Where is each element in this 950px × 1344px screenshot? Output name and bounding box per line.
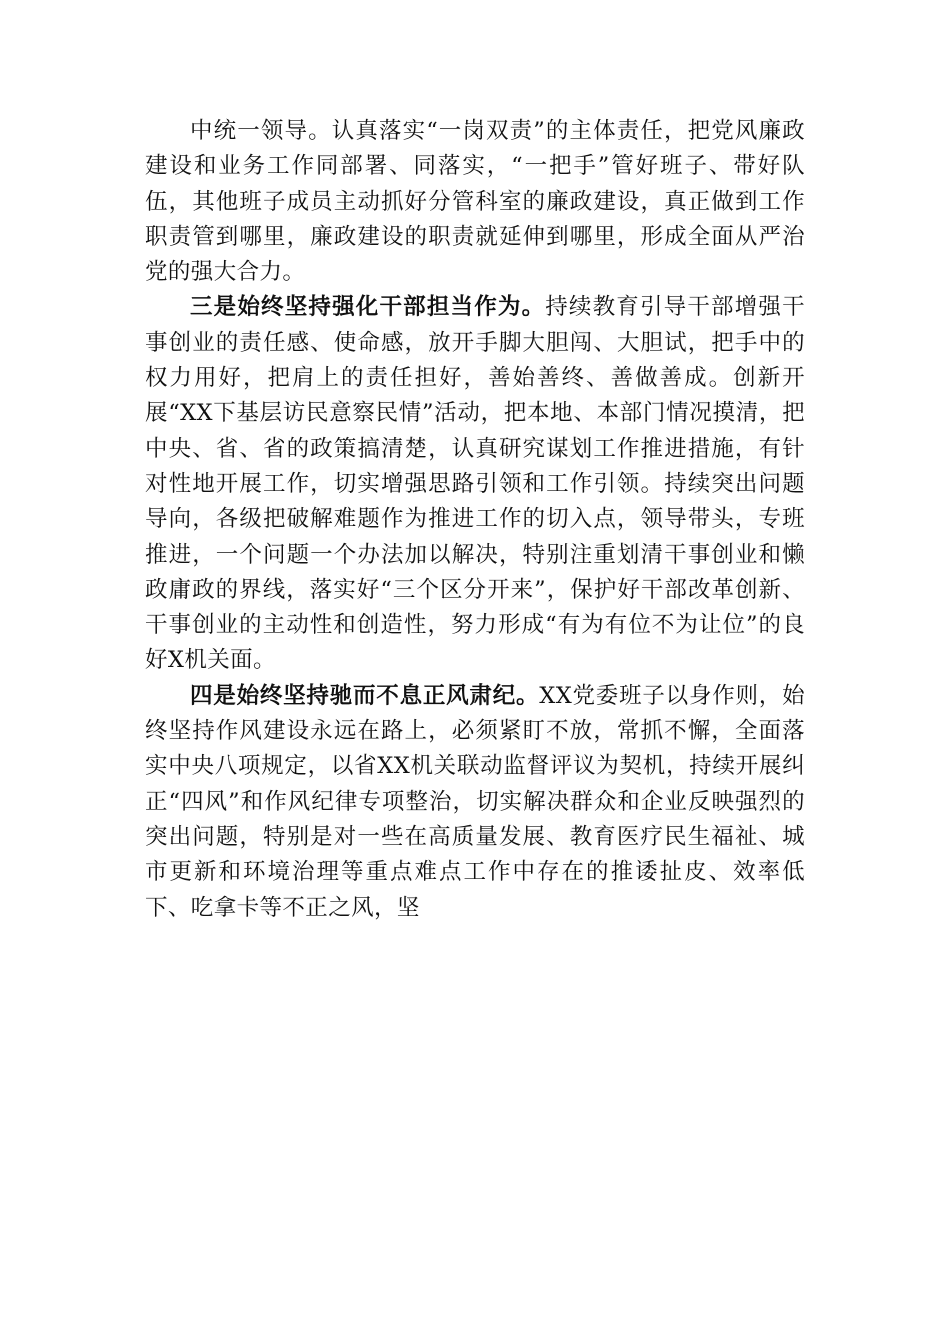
paragraph-2-heading: 三是始终坚持强化干部担当作为。 [190, 294, 546, 321]
paragraph-3-heading: 四是始终坚持驰而不息正风肃纪。 [190, 682, 540, 709]
paragraph-continuation [145, 114, 805, 290]
paragraph-cadre-responsibility [145, 290, 805, 678]
paragraph-discipline [145, 679, 805, 926]
paragraph-1-text: 中统一领导。认真落实“一岗双责”的主体责任，把党风廉政建设和业务工作同部署、同落实，“一把手”管好班子、带好队伍，其他班子成员主动抓好分管科室的廉政建设，真正做到工作职责管到哪里，廉政建设的职责就延伸到哪里，形成全面从严治党的强大合力。 [145, 118, 805, 286]
paragraph-2-text: 持续教育引导干部增强干事创业的责任感、使命感，放开手脚大胆闯、大胆试，把手中的权力用好，把肩上的责任担好，善始善终、善做善成。创新开展“XX下基层访民意察民情”活动，把本地、本部门情况摸清，把中央、省、省的政策搞清楚，认真研究谋划工作推进措施，有针对性地开展工作，切实增强思路引领和工作引领。持续突出问题导向，各级把破解难题作为推进工作的切入点，领导带头，专班推进，一个问题一个办法加以解决，特别注重划清干事创业和懒政庸政的界线，落实好“三个区分开来”，保护好干部改革创新、干事创业的主动性和创造性，努力形成“有为有位不为让位”的良好X机关面。 [145, 294, 805, 674]
paragraph-3-text: XX党委班子以身作则，始终坚持作风建设永远在路上，必须紧盯不放，常抓不懈，全面落实中央八项规定，以省XX机关联动监督评议为契机，持续开展纠正“四风”和作风纪律专项整治，切实解决群众和企业反映强烈的突出问题，特别是对一些在高质量发展、教育医疗民生福祉、城市更新和环境治理等重点难点工作中存在的推诿扯皮、效率低下、吃拿卡等不正之风，坚 [145, 682, 805, 921]
document-body [145, 114, 805, 926]
